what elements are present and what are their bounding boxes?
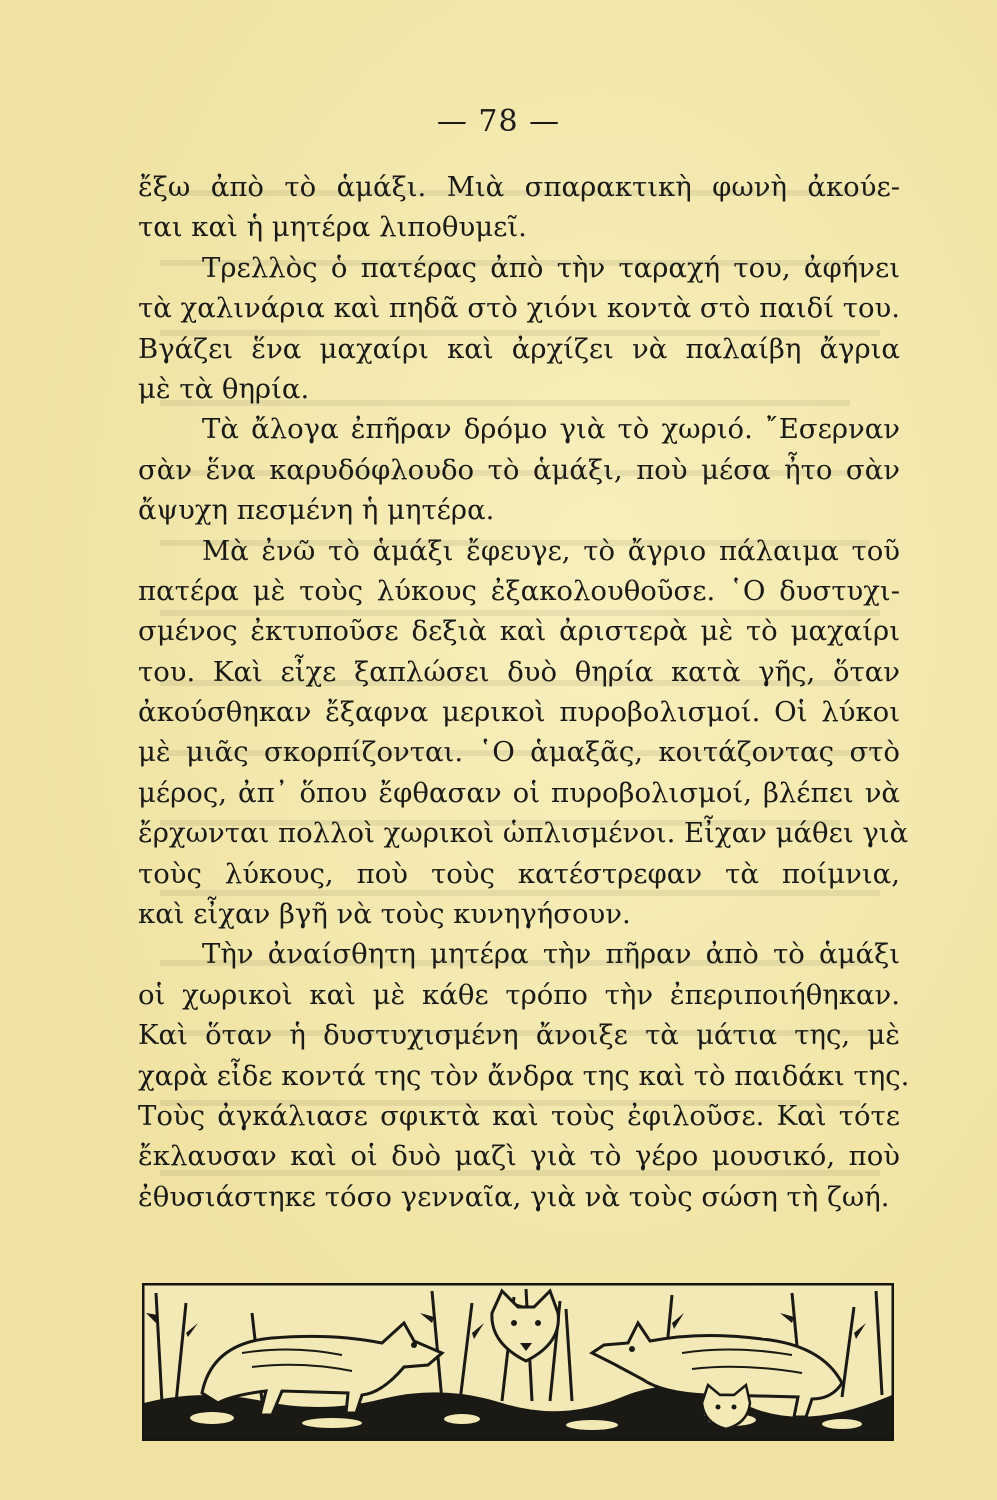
text-line: Τοὺς ἀγκάλιασε σφικτὰ καὶ τοὺς ἐφιλοῦσε. Καὶ τότε xyxy=(138,1099,900,1132)
text-line: χαρὰ εἶδε κοντά της τὸν ἄνδρα της καὶ τὸ παιδάκι της. xyxy=(138,1059,910,1092)
text-line: οἱ χωρικοὶ καὶ μὲ κάθε τρόπο τὴν ἐπεριποιήθηκαν. xyxy=(138,978,900,1011)
text-line: του. Καὶ εἶχε ξαπλώσει δυὸ θηρία κατὰ γῆς, ὅταν xyxy=(138,655,900,688)
text-line: τὰ χαλινάρια καὶ πηδᾶ στὸ χιόνι κοντὰ στὸ παιδί του. xyxy=(138,292,900,325)
wolves-vignette xyxy=(142,1283,894,1441)
text-line: Βγάζει ἕνα μαχαίρι καὶ ἀρχίζει νὰ παλαίβη ἄγρια xyxy=(138,332,900,365)
body-text xyxy=(138,167,910,1217)
page-number: — 78 — xyxy=(436,104,561,139)
text-line: ἐθυσιάστηκε τόσο γενναῖα, γιὰ νὰ τοὺς σώση τὴ ζωή. xyxy=(138,1180,890,1213)
text-line: σὰν ἕνα καρυδόφλουδο τὸ ἁμάξι, ποὺ μέσα ἦτο σὰν xyxy=(138,453,900,486)
text-line: Μὰ ἐνῶ τὸ ἁμάξι ἔφευγε, τὸ ἄγριο πάλαιμα τοῦ xyxy=(202,534,900,567)
text-line: Τρελλὸς ὁ πατέρας ἀπὸ τὴν ταραχή του, ἀφήνει xyxy=(202,251,900,284)
text-line: ἔξω ἀπὸ τὸ ἁμάξι. Μιὰ σπαρακτικὴ φωνὴ ἀκούε- xyxy=(138,171,900,203)
text-line: τοὺς λύκους, ποὺ τοὺς κατέστρεφαν τὰ ποίμνια, xyxy=(138,857,900,890)
text-line: πατέρα μὲ τοὺς λύκους ἐξακολουθοῦσε. ῾Ο δυστυχι- xyxy=(138,574,900,607)
text-line: ται καὶ ἡ μητέρα λιποθυμεῖ. xyxy=(138,211,527,244)
text-line: μὲ τὰ θηρία. xyxy=(138,372,310,405)
text-line: ἔκλαυσαν καὶ οἱ δυὸ μαζὶ γιὰ τὸ γέρο μουσικό, ποὺ xyxy=(138,1140,900,1173)
text-line: ἔρχωνται πολλοὶ χωρικοὶ ὡπλισμένοι. Εἶχαν μάθει γιὰ xyxy=(138,817,909,850)
text-line: Τὰ ἄλογα ἐπῆραν δρόμο γιὰ τὸ χωριό. ῎Εσερναν xyxy=(202,413,900,446)
text-line: ἄψυχη πεσμένη ἡ μητέρα. xyxy=(138,494,495,527)
text-line: σμένος ἐκτυποῦσε δεξιὰ καὶ ἀριστερὰ μὲ τὸ μαχαίρι xyxy=(138,615,900,648)
text-line: ἀκούσθηκαν ἔξαφνα μερικοὶ πυροβολισμοί. Οἱ λύκοι xyxy=(138,696,900,729)
text-line: Τὴν ἀναίσθητη μητέρα τὴν πῆραν ἀπὸ τὸ ἁμάξι xyxy=(202,938,900,971)
text-line: καὶ εἶχαν βγῆ νὰ τοὺς κυνηγήσουν. xyxy=(138,898,631,931)
text-line: μέρος, ἀπ᾽ ὅπου ἔφθασαν οἱ πυροβολισμοί, βλέπει νὰ xyxy=(138,776,900,809)
text-line: Καὶ ὅταν ἡ δυστυχισμένη ἄνοιξε τὰ μάτια της, μὲ xyxy=(138,1019,900,1052)
text-line: μὲ μιᾶς σκορπίζονται. ῾Ο ἁμαξᾶς, κοιτάζοντας στὸ xyxy=(138,736,900,769)
